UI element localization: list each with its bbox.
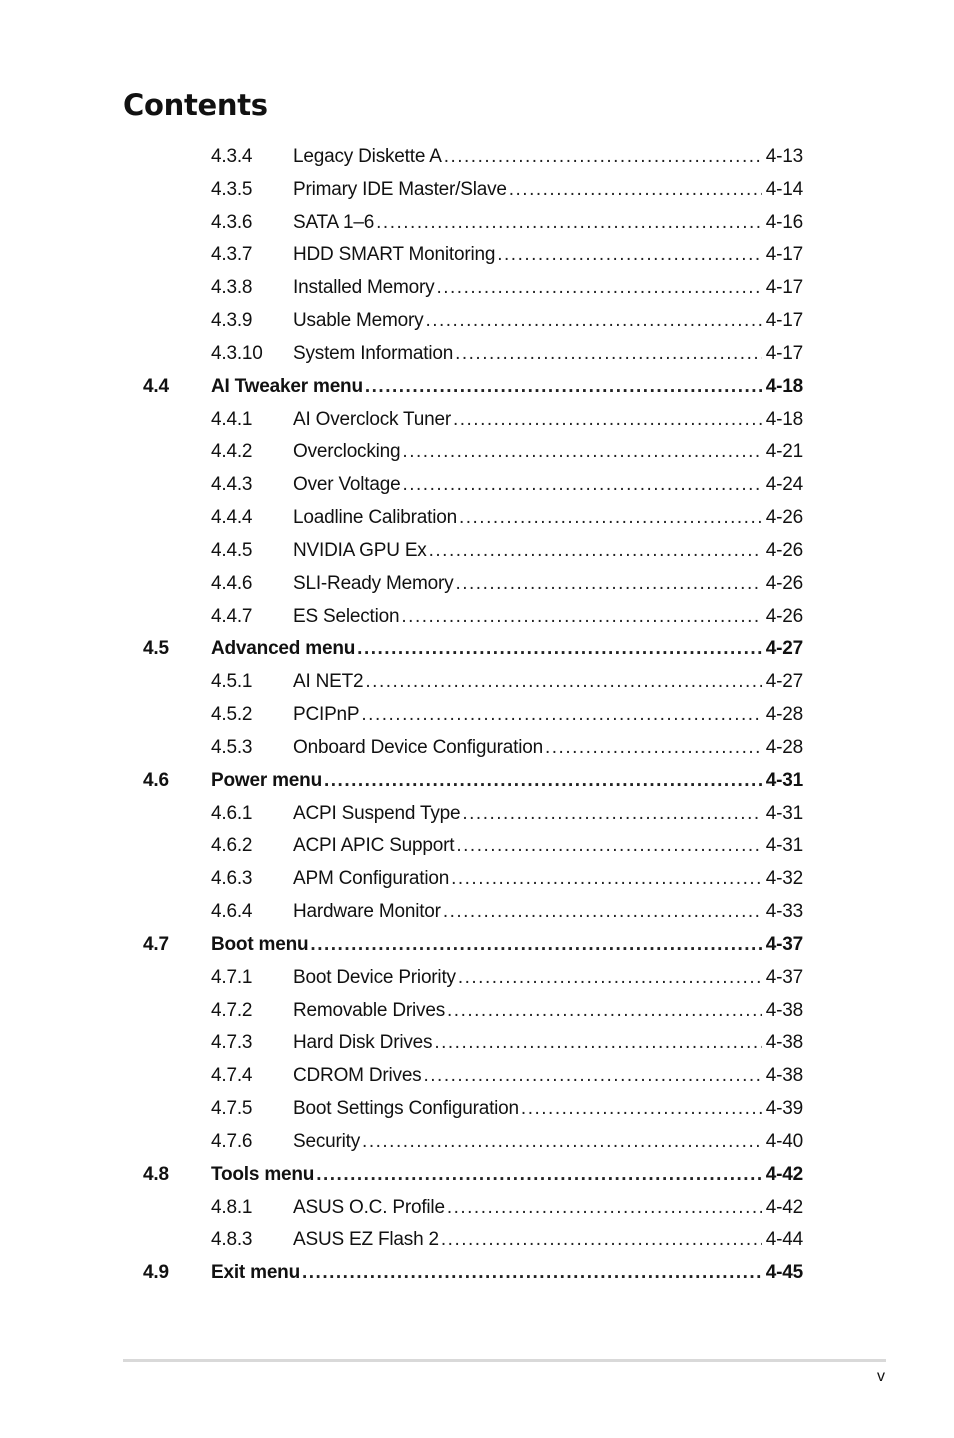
toc-entry-number: 4.7.1 [211,966,253,988]
toc-entry-page: 4-27 [765,671,803,693]
toc-entry-page: 4-33 [765,901,803,923]
toc-subsection-entry[interactable] [0,239,954,272]
toc-entry-number: 4.3.10 [211,342,263,364]
dot-leader [521,1093,762,1126]
toc-entry-title: AI Overclock Tuner [293,408,451,430]
toc-section-entry[interactable] [0,633,954,666]
dot-leader [545,732,762,765]
toc-entry-title: Onboard Device Configuration [293,736,543,758]
toc-subsection-entry[interactable] [0,469,954,502]
toc-subsection-entry[interactable] [0,995,954,1028]
page-number: v [877,1368,885,1385]
dot-leader [402,469,761,502]
toc-entry-number: 4.7.2 [211,999,253,1021]
dot-leader [425,305,761,338]
dot-leader [376,207,762,240]
toc-entry-title: ASUS EZ Flash 2 [293,1229,439,1251]
toc-entry-page: 4-26 [765,572,803,594]
toc-entry-page: 4-38 [765,999,803,1021]
toc-subsection-entry[interactable] [0,338,954,371]
toc-entry-page: 4-44 [765,1229,803,1251]
toc-entry-page: 4-32 [765,868,803,890]
toc-entry-title: NVIDIA GPU Ex [293,539,427,561]
dot-leader [361,699,761,732]
toc-entry-number: 4.3.5 [211,178,253,200]
toc-entry-number: 4.4.6 [211,572,253,594]
dot-leader [302,1257,762,1290]
toc-entry-title: Installed Memory [293,277,435,299]
toc-subsection-entry[interactable] [0,436,954,469]
toc-entry-title: Exit menu [211,1262,300,1284]
toc-entry-title: Hardware Monitor [293,901,441,923]
toc-entry-number: 4.3.8 [211,277,253,299]
toc-entry-line [211,765,803,798]
toc-entry-page: 4-17 [765,310,803,332]
toc-entry-title: System Information [293,342,454,364]
toc-subsection-entry[interactable] [0,830,954,863]
toc-entry-number: 4.7.3 [211,1032,253,1054]
toc-entry-number: 4.7 [143,933,169,955]
toc-entry-number: 4.3.4 [211,146,253,167]
toc-entry-title: Over Voltage [293,474,401,496]
toc-entry-title: PCIPnP [293,704,360,726]
toc-entry-line [293,896,803,929]
toc-entry-line [293,798,803,831]
toc-entry-page: 4-26 [765,539,803,561]
dot-leader [455,568,761,601]
toc-entry-number: 4.5.1 [211,671,253,693]
toc-entry-line [293,1093,803,1126]
toc-entry-line [211,1159,803,1192]
toc-entry-line [293,1192,803,1225]
toc-entry-title: Primary IDE Master/Slave [293,178,507,200]
dot-leader [436,272,761,305]
toc-entry-line [293,601,803,634]
toc-entry-page: 4-31 [765,802,803,824]
toc-entry-line [293,272,803,305]
dot-leader [453,404,762,437]
toc-entry-title: Advanced menu [211,638,356,660]
toc-subsection-entry[interactable] [0,732,954,765]
toc-entry-page: 4-38 [765,1032,803,1054]
toc-entry-title: ES Selection [293,605,400,627]
dot-leader [402,436,761,469]
toc-subsection-entry[interactable] [0,174,954,207]
toc-entry-page: 4-37 [765,933,803,955]
dot-leader [451,863,762,896]
toc-entry-page: 4-26 [765,507,803,529]
toc-entry-title: Security [293,1130,361,1152]
toc-entry-number: 4.4.3 [211,474,253,496]
dot-leader [497,239,762,272]
dot-leader [441,1224,762,1257]
toc-entry-line [293,436,803,469]
toc-entry-page: 4-27 [765,638,803,660]
toc-entry-number: 4.4.1 [211,408,253,430]
toc-entry-title: ACPI Suspend Type [293,802,461,824]
toc-entry-page: 4-17 [765,277,803,299]
toc-entry-line [293,830,803,863]
toc-entry-line [293,666,803,699]
toc-entry-title: AI Tweaker menu [211,375,363,397]
toc-subsection-entry[interactable] [0,666,954,699]
toc-entry-title: APM Configuration [293,868,450,890]
toc-entry-page: 4-28 [765,704,803,726]
toc-entry-line [293,863,803,896]
toc-entry-title: Usable Memory [293,310,424,332]
toc-entry-number: 4.4.5 [211,539,253,561]
toc-entry-line [293,207,803,240]
toc-entry-line [293,174,803,207]
toc-entry-line [211,929,803,962]
toc-entry-page: 4-42 [765,1196,803,1218]
toc-entry-title: Legacy Diskette A [293,146,442,167]
toc-entry-number: 4.6.3 [211,868,253,890]
toc-entry-page: 4-21 [765,441,803,463]
toc-subsection-entry[interactable] [0,568,954,601]
toc-entry-page: 4-13 [765,146,803,167]
toc-entry-line [293,469,803,502]
toc-entry-number: 4.9 [143,1262,169,1284]
toc-entry-number: 4.3.7 [211,244,253,266]
toc-section-entry[interactable] [0,1159,954,1192]
toc-subsection-entry[interactable] [0,601,954,634]
toc-entry-number: 4.7.4 [211,1065,253,1087]
toc-entry-number: 4.5.3 [211,736,253,758]
dot-leader [462,798,761,831]
dot-leader [365,666,761,699]
toc-entry-page: 4-31 [765,835,803,857]
toc-entry-number: 4.6.2 [211,835,253,857]
toc-entry-line [293,404,803,437]
toc-entry-page: 4-16 [765,211,803,233]
toc-entry-number: 4.4.7 [211,605,253,627]
dot-leader [458,962,762,995]
toc-subsection-entry[interactable] [0,699,954,732]
toc-entry-page: 4-26 [765,605,803,627]
toc-entry-page: 4-14 [765,178,803,200]
toc-subsection-entry[interactable] [0,1093,954,1126]
toc-entry-page: 4-39 [765,1098,803,1120]
footer-divider [123,1359,886,1362]
toc-entry-page: 4-45 [765,1262,803,1284]
toc-entry-line [293,1060,803,1093]
toc-entry-title: Hard Disk Drives [293,1032,433,1054]
toc-entry-line [293,995,803,1028]
toc-entry-number: 4.8.1 [211,1196,253,1218]
toc-entry-title: SLI-Ready Memory [293,572,454,594]
toc-entry-line [293,1126,803,1159]
toc-entry-number: 4.8.3 [211,1229,253,1251]
dot-leader [447,995,762,1028]
toc-subsection-entry[interactable] [0,863,954,896]
toc-entry-page: 4-40 [765,1130,803,1152]
toc-entry-line [211,1257,803,1290]
toc-subsection-entry[interactable] [0,305,954,338]
toc-entry-line [293,239,803,272]
toc-entry-page: 4-18 [765,408,803,430]
toc-entry-line [293,962,803,995]
toc-subsection-entry[interactable] [0,1060,954,1093]
toc-entry-number: 4.5.2 [211,704,253,726]
toc-entry-page: 4-38 [765,1065,803,1087]
toc-entry-line [293,535,803,568]
dot-leader [459,502,762,535]
toc-entry-line [293,568,803,601]
toc-subsection-entry[interactable] [0,896,954,929]
toc-entry-number: 4.3.9 [211,310,253,332]
toc-entry-title: CDROM Drives [293,1065,422,1087]
toc-subsection-entry[interactable] [0,207,954,240]
toc-entry-number: 4.6.4 [211,901,253,923]
dot-leader [509,174,762,207]
toc-entry-number: 4.6 [143,769,169,791]
dot-leader [316,1159,762,1192]
toc-entry-line [293,305,803,338]
toc-entry-title: Boot menu [211,933,309,955]
dot-leader [456,830,761,863]
toc-subsection-entry[interactable] [0,272,954,305]
toc-section-entry[interactable] [0,1257,954,1290]
toc-subsection-entry[interactable] [0,535,954,568]
toc-subsection-entry[interactable] [0,1126,954,1159]
toc-entry-title: Boot Settings Configuration [293,1098,519,1120]
toc-entry-title: Power menu [211,769,322,791]
toc-subsection-entry[interactable] [0,1192,954,1225]
dot-leader [401,601,761,634]
dot-leader [429,535,762,568]
toc-entry-page: 4-42 [765,1163,803,1185]
toc-section-entry[interactable] [0,371,954,404]
toc-entry-title: HDD SMART Monitoring [293,244,496,266]
toc-entry-number: 4.6.1 [211,802,253,824]
toc-entry-line [293,699,803,732]
toc-entry-page: 4-37 [765,966,803,988]
toc-entry-line [293,1027,803,1060]
toc-entry-page: 4-28 [765,736,803,758]
toc-entry-number: 4.7.6 [211,1130,253,1152]
toc-subsection-entry[interactable] [0,1224,954,1257]
toc-entry-number: 4.7.5 [211,1098,253,1120]
toc-subsection-entry[interactable] [0,1027,954,1060]
toc-entry-page: 4-18 [765,375,803,397]
toc-entry-number: 4.4.4 [211,507,253,529]
dot-leader [447,1192,762,1225]
toc-entry-number: 4.4 [143,375,169,397]
dot-leader [365,371,762,404]
toc-entry-title: ACPI APIC Support [293,835,455,857]
toc-entry-page: 4-31 [765,769,803,791]
toc-entry-line [293,141,803,174]
dot-leader [444,141,762,174]
toc-entry-title: AI NET2 [293,671,364,693]
toc-entry-title: ASUS O.C. Profile [293,1196,445,1218]
dot-leader [362,1126,762,1159]
toc-entry-line [293,502,803,535]
toc-section-entry[interactable] [0,929,954,962]
dot-leader [443,896,762,929]
toc-subsection-entry[interactable] [0,502,954,535]
toc-entry-number: 4.4.2 [211,441,253,463]
toc-subsection-entry[interactable] [0,404,954,437]
toc-entry-line [293,338,803,371]
dot-leader [434,1027,761,1060]
table-of-contents [0,141,954,1290]
toc-entry-page: 4-17 [765,342,803,364]
toc-subsection-entry[interactable] [0,141,954,174]
dot-leader [324,765,762,798]
toc-entry-page: 4-24 [765,474,803,496]
toc-subsection-entry[interactable] [0,962,954,995]
toc-entry-line [293,1224,803,1257]
toc-entry-title: Loadline Calibration [293,507,457,529]
toc-entry-title: Overclocking [293,441,401,463]
toc-subsection-entry[interactable] [0,798,954,831]
dot-leader [455,338,762,371]
toc-entry-line [293,732,803,765]
toc-entry-title: Removable Drives [293,999,446,1021]
dot-leader [357,633,762,666]
toc-entry-number: 4.3.6 [211,211,253,233]
toc-section-entry[interactable] [0,765,954,798]
toc-entry-page: 4-17 [765,244,803,266]
toc-entry-line [211,371,803,404]
toc-entry-title: Boot Device Priority [293,966,456,988]
page-title: Contents [123,88,268,122]
dot-leader [310,929,761,962]
toc-entry-line [211,633,803,666]
toc-entry-title: SATA 1–6 [293,211,375,233]
toc-entry-number: 4.8 [143,1163,169,1185]
dot-leader [424,1060,762,1093]
toc-entry-number: 4.5 [143,638,169,660]
toc-entry-title: Tools menu [211,1163,315,1185]
